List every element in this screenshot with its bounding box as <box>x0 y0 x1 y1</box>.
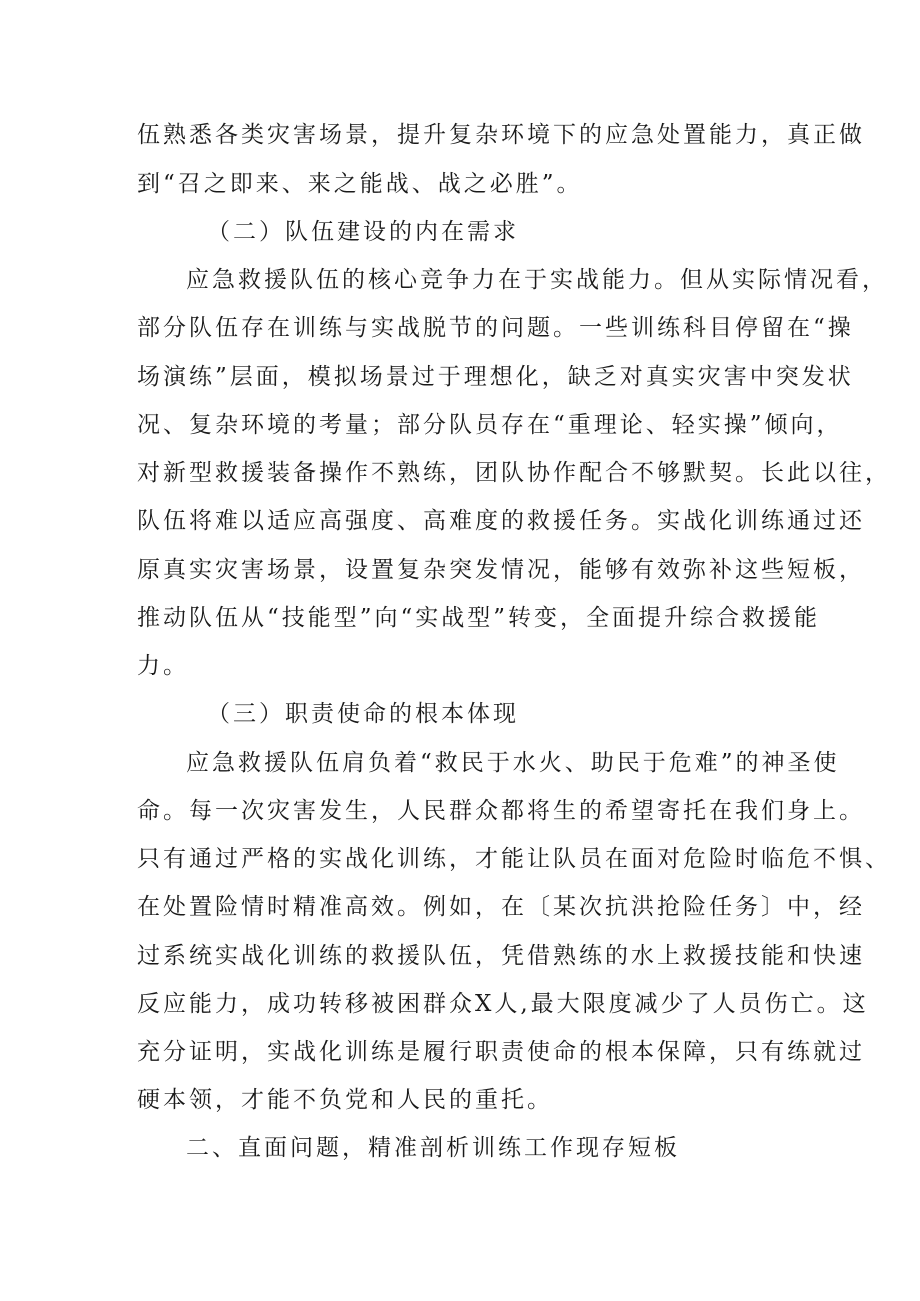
paragraph-first-line: 应急救援队伍的核心竞争力在于实战能力。但从实际情况看， <box>186 267 888 293</box>
body-line: 况、复杂环境的考量；部分队员存在“重理论、轻实操”倾向， <box>137 412 843 438</box>
body-line: 推动队伍从“技能型”向“实战型”转变，全面提升综合救援能 <box>137 605 821 631</box>
body-line: 场演练”层面，模拟场景过于理想化，缺乏对真实灾害中突发状 <box>137 364 854 390</box>
paragraph-first-line: 应急救援队伍肩负着“救民于水火、助民于危难”的神圣使 <box>186 750 840 776</box>
body-line: 力。 <box>137 653 189 679</box>
body-line: 对新型救援装备操作不熟练，团队协作配合不够默契。长此以往， <box>137 460 891 486</box>
body-line: 原真实灾害场景，设置复杂突发情况，能够有效弥补这些短板， <box>137 557 865 583</box>
section-subheading: （三）职责使命的根本体现 <box>207 701 519 727</box>
body-line: 充分证明，实战化训练是履行职责使命的根本保障，只有练就过 <box>137 1039 865 1065</box>
body-line: 只有通过严格的实战化训练，才能让队员在面对危险时临危不惧、 <box>137 846 891 872</box>
body-line: 伍熟悉各类灾害场景，提升复杂环境下的应急处置能力，真正做 <box>137 122 865 148</box>
body-line: 队伍将难以适应高强度、高难度的救援任务。实战化训练通过还 <box>137 508 865 534</box>
section-heading: 二、直面问题，精准剖析训练工作现存短板 <box>186 1135 680 1161</box>
body-line: 在处置险情时精准高效。例如，在〔某次抗洪抢险任务〕中，经 <box>137 894 865 920</box>
body-line: 过系统实战化训练的救援队伍，凭借熟练的水上救援技能和快速 <box>137 943 865 969</box>
body-line: 命。每一次灾害发生，人民群众都将生的希望寄托在我们身上。 <box>137 798 865 824</box>
section-subheading: （二）队伍建设的内在需求 <box>207 219 519 245</box>
body-line: 硬本领，才能不负党和人民的重托。 <box>137 1087 553 1113</box>
body-line: 到“召之即来、来之能战、战之必胜”。 <box>137 171 583 197</box>
body-line: 反应能力，成功转移被困群众X人,最大限度减少了人员伤亡。这 <box>137 991 869 1017</box>
body-line: 部分队伍存在训练与实战脱节的问题。一些训练科目停留在“操 <box>137 315 854 341</box>
